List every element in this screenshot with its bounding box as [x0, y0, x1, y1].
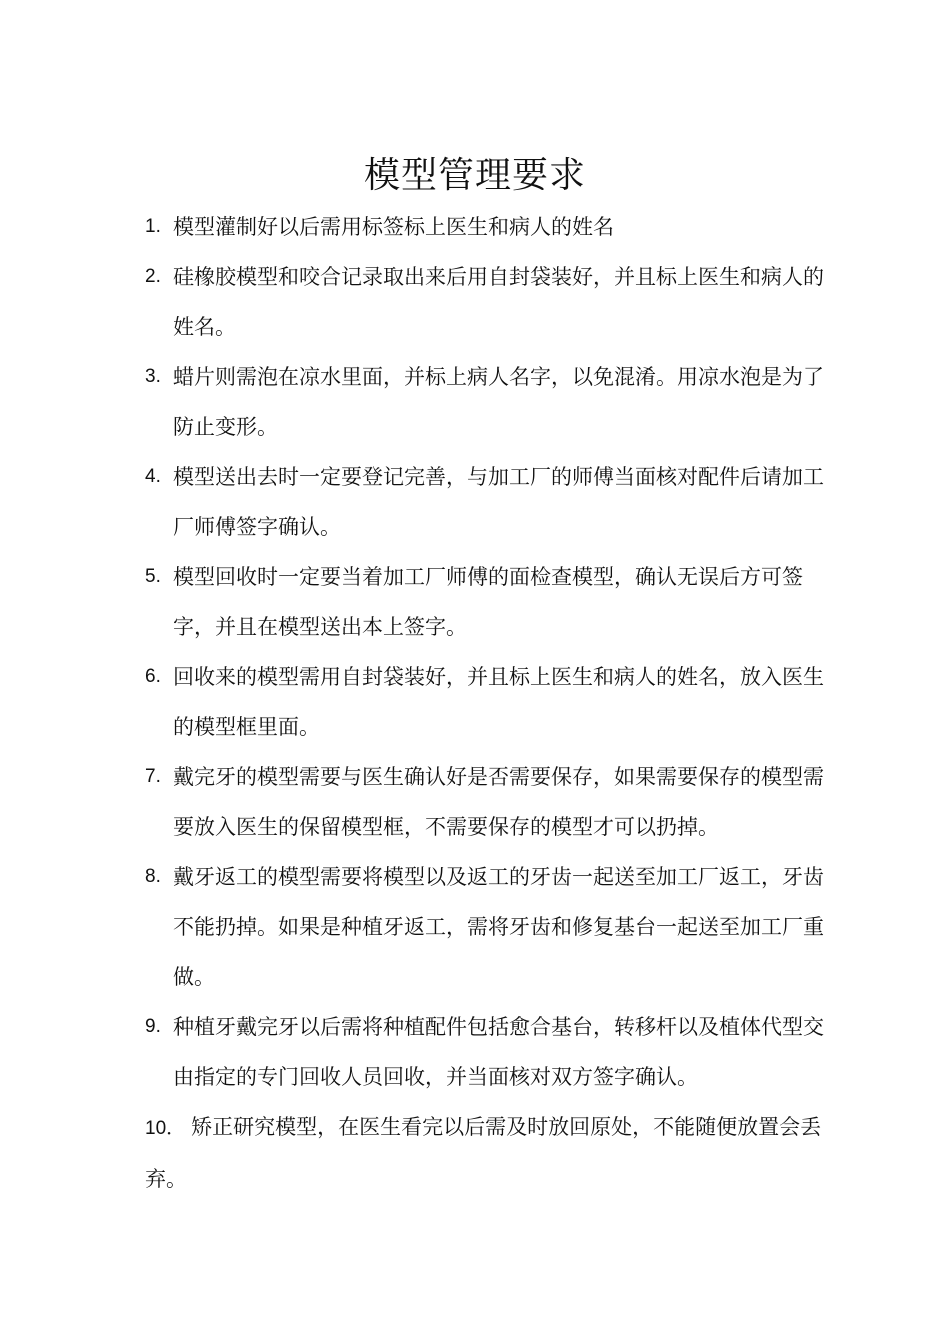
list-item — [145, 1002, 835, 1102]
list-item-text: 种植牙戴完牙以后需将种植配件包括愈合基台，转移杆以及植体代型交由指定的专门回收人员回收，并当面核对双方签字确认。 — [173, 1015, 824, 1089]
list-item — [145, 852, 835, 1002]
list-item-text: 戴完牙的模型需要与医生确认好是否需要保存，如果需要保存的模型需要放入医生的保留模型框，不需要保存的模型才可以扔掉。 — [173, 765, 824, 839]
list-item-text: 蜡片则需泡在凉水里面，并标上病人名字，以免混淆。用凉水泡是为了防止变形。 — [173, 365, 824, 439]
list-item — [145, 352, 835, 452]
list-item — [145, 202, 835, 252]
list-item-number: 8. — [145, 866, 161, 887]
list-item-number: 9. — [145, 1016, 161, 1037]
list-item-text: 戴牙返工的模型需要将模型以及返工的牙齿一起送至加工厂返工，牙齿不能扔掉。如果是种植牙返工，需将牙齿和修复基台一起送至加工厂重做。 — [173, 865, 824, 989]
list-item-number: 2. — [145, 266, 161, 287]
list-item-text: 模型灌制好以后需用标签标上医生和病人的姓名 — [173, 215, 614, 239]
list-item-number: 10． — [145, 1118, 186, 1139]
list-item-text: 回收来的模型需用自封袋装好，并且标上医生和病人的姓名，放入医生的模型框里面。 — [173, 665, 824, 739]
list-item-number: 6. — [145, 666, 161, 687]
list-item-number: 1. — [145, 216, 161, 237]
list-item-number: 7. — [145, 766, 161, 787]
list-item-number: 5. — [145, 566, 161, 587]
list-item — [145, 252, 835, 352]
list-item-text: 模型送出去时一定要登记完善，与加工厂的师傅当面核对配件后请加工厂师傅签字确认。 — [173, 465, 824, 539]
list-item — [145, 752, 835, 852]
requirements-list — [145, 202, 835, 1204]
list-item — [145, 452, 835, 552]
list-item — [145, 1102, 835, 1204]
list-item-text: 硅橡胶模型和咬合记录取出来后用自封袋装好，并且标上医生和病人的姓名。 — [173, 265, 824, 339]
list-item-text: 模型回收时一定要当着加工厂师傅的面检查模型，确认无误后方可签字，并且在模型送出本上签字。 — [173, 565, 803, 639]
list-item-number: 4. — [145, 466, 161, 487]
list-item-text: 矫正研究模型，在医生看完以后需及时放回原处，不能随便放置会丢弃。 — [145, 1115, 822, 1191]
list-item-number: 3. — [145, 366, 161, 387]
page-title: 模型管理要求 — [363, 155, 586, 196]
list-item — [145, 652, 835, 752]
list-item — [145, 552, 835, 652]
